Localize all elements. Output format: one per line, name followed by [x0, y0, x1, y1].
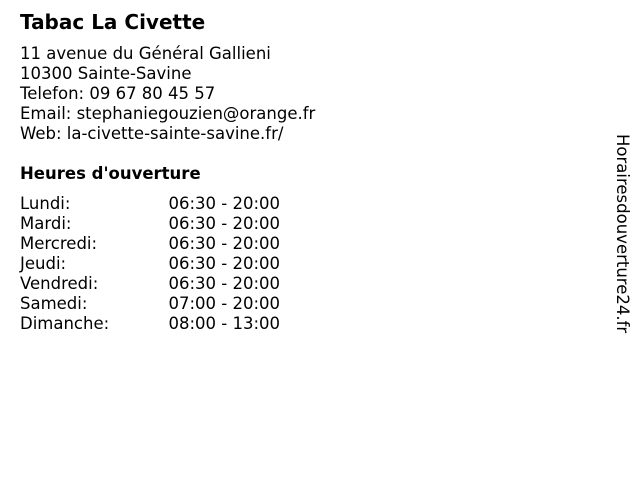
phone-line[interactable]: Telefon: 09 67 80 45 57: [20, 84, 216, 103]
time-range: 06:30 - 20:00: [168, 274, 280, 293]
time-range: 06:30 - 20:00: [168, 254, 280, 273]
day-label: Jeudi:: [20, 254, 67, 273]
address-line-2: 10300 Sainte-Savine: [20, 64, 192, 83]
hours-row-saturday: [20, 294, 280, 314]
email-line[interactable]: Email: stephaniegouzien@orange.fr: [20, 104, 316, 123]
hours-table: [20, 194, 280, 334]
time-range: 06:30 - 20:00: [168, 194, 280, 213]
hours-row-sunday: [20, 314, 280, 334]
day-label: Mardi:: [20, 214, 72, 233]
hours-row-thursday: [20, 254, 280, 274]
hours-heading: Heures d'ouverture: [20, 164, 201, 183]
day-label: Lundi:: [20, 194, 71, 213]
hours-row-tuesday: [20, 214, 280, 234]
contact-info: [20, 44, 315, 144]
day-label: Dimanche:: [20, 314, 110, 333]
day-label: Mercredi:: [20, 234, 98, 253]
web-line[interactable]: Web: la-civette-sainte-savine.fr/: [20, 124, 284, 143]
hours-row-monday: [20, 194, 280, 214]
time-range: 06:30 - 20:00: [168, 214, 280, 233]
time-range: 08:00 - 13:00: [168, 314, 280, 333]
day-label: Vendredi:: [20, 274, 99, 293]
address-line-1: 11 avenue du Général Gallieni: [20, 44, 271, 63]
hours-row-wednesday: [20, 234, 280, 254]
hours-row-friday: [20, 274, 280, 294]
watermark-text: Horairesdouverture24.fr: [613, 134, 632, 334]
time-range: 06:30 - 20:00: [168, 234, 280, 253]
business-name: Tabac La Civette: [20, 10, 206, 34]
day-label: Samedi:: [20, 294, 88, 313]
site-watermark: [612, 134, 632, 374]
time-range: 07:00 - 20:00: [168, 294, 280, 313]
